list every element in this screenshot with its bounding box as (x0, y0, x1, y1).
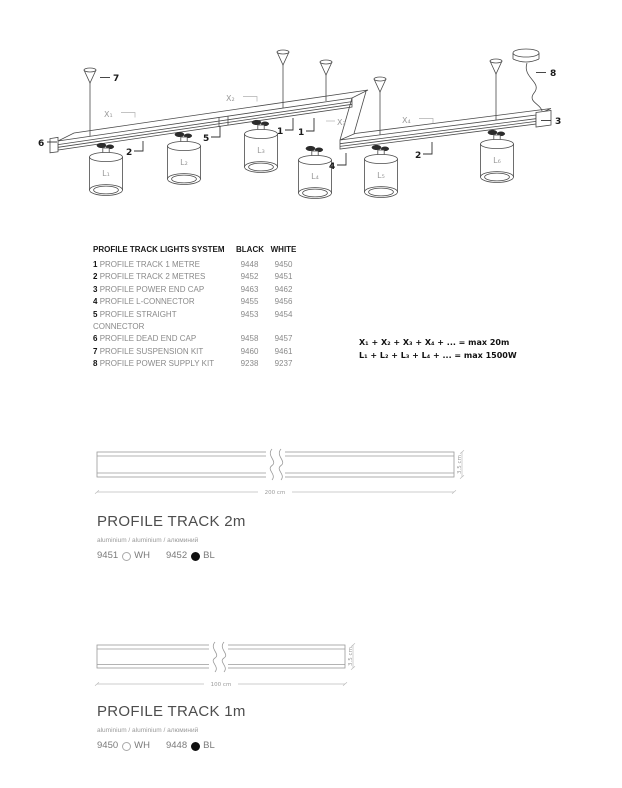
white-code: 9456 (274, 297, 293, 307)
black-code: 9455 (240, 297, 259, 307)
spotlight-l3 (245, 120, 278, 172)
black-code: 9458 (240, 334, 259, 344)
row-number: 8 (93, 359, 98, 369)
part-label-2: 2 (126, 148, 133, 158)
part-label-2: 2 (415, 151, 422, 161)
row-number: 4 (93, 297, 98, 307)
column-black: BLACK (236, 245, 264, 254)
spotlight-l2 (168, 132, 201, 184)
materials-line: aluminium / aluminium / алюминий (97, 537, 199, 544)
product-name: PROFILE L-CONNECTOR (99, 297, 195, 307)
black-code: 9448 (240, 260, 259, 269)
white-color-swatch (122, 742, 131, 751)
part-label-5: 5 (203, 134, 210, 144)
materials-line: aluminium / aluminium / алюминий (97, 727, 199, 734)
table-title: PROFILE TRACK LIGHTS SYSTEM (93, 245, 225, 254)
row-number: 1 (93, 260, 98, 269)
row-number: 2 (93, 272, 98, 282)
track-segment-1 (58, 90, 368, 150)
black-color-swatch (191, 742, 200, 751)
table-row (93, 333, 299, 345)
light-label: L₂ (180, 158, 188, 167)
table-row (93, 259, 299, 271)
suspension-kit-icon (374, 77, 386, 135)
spotlight-l6 (481, 130, 514, 182)
suspension-kit-icon (84, 68, 96, 136)
light-label: L₁ (102, 169, 110, 178)
part-label-7: 7 (113, 74, 120, 84)
part-label-4: 4 (329, 162, 336, 172)
product-name: PROFILE DEAD END CAP (99, 334, 197, 344)
max-length-formula: X₁ + X₂ + X₃ + X₄ + ... = max 20m (359, 338, 510, 347)
part-label-8: 8 (550, 69, 557, 79)
black-abbr: BL (203, 550, 215, 561)
dead-end-cap (50, 137, 58, 152)
white-abbr: WH (134, 740, 150, 751)
black-code: 9463 (240, 284, 259, 294)
black-code: 9460 (240, 346, 259, 356)
color-variants (97, 741, 357, 751)
white-code: 9237 (274, 359, 293, 369)
white-color-swatch (122, 552, 131, 561)
white-code: 9461 (274, 346, 293, 356)
section-label-x4: X₄ (402, 116, 411, 125)
table-row (93, 346, 299, 358)
power-end-cap (536, 111, 551, 128)
table-row (93, 309, 299, 334)
black-variant-code: 9448 (165, 740, 188, 751)
products-table (93, 245, 299, 371)
white-code: 9451 (274, 272, 293, 282)
system-diagram (0, 40, 622, 212)
part-label-6: 6 (38, 139, 45, 149)
white-code: 9462 (274, 284, 293, 294)
white-code: 9450 (274, 260, 293, 269)
light-label: L₄ (311, 172, 319, 181)
table-row (93, 271, 299, 283)
part-label-3: 3 (555, 117, 562, 127)
white-variant-code: 9451 (97, 550, 119, 561)
section-label-x2: X₂ (226, 94, 235, 103)
suspension-kit-icon (320, 60, 332, 101)
black-code: 9238 (240, 359, 259, 369)
row-number: 5 (93, 309, 98, 319)
column-white: WHITE (270, 245, 297, 254)
part-label-1: 1 (298, 128, 305, 138)
product-section-2m (97, 514, 357, 561)
system-limits (359, 337, 517, 362)
part-label-1: 1 (277, 127, 284, 137)
suspension-kit-icon (277, 50, 289, 108)
color-variants (97, 551, 357, 561)
product-name: PROFILE SUSPENSION KIT (99, 346, 204, 356)
section-label-x1: X₁ (104, 110, 113, 119)
black-color-swatch (191, 552, 200, 561)
product-name: PROFILE TRACK 1 METRE (99, 260, 201, 269)
row-number: 3 (93, 284, 98, 294)
light-label: L₃ (257, 146, 265, 155)
table-header (93, 245, 299, 254)
light-label: L₆ (493, 156, 501, 165)
product-name: PROFILE STRAIGHT CONNECTOR (93, 309, 177, 332)
track-1m-drawing (85, 637, 385, 691)
black-code: 9453 (240, 309, 259, 319)
height-dimension: 3.5 cm (348, 647, 354, 666)
max-power-formula: L₁ + L₂ + L₃ + L₄ + ... = max 1500W (359, 350, 517, 360)
light-label: L₅ (377, 171, 385, 180)
black-variant-code: 9452 (165, 550, 188, 561)
row-number: 6 (93, 334, 98, 344)
product-title: PROFILE TRACK 2m (97, 513, 246, 530)
length-dimension: 100 cm (210, 682, 232, 688)
table-row (93, 358, 299, 370)
length-dimension: 200 cm (264, 490, 286, 496)
height-dimension: 3.5 cm (457, 455, 463, 474)
product-section-1m (97, 704, 357, 751)
section-label-x3: X₃ (337, 118, 346, 127)
track-2m-drawing (85, 444, 485, 498)
track-segment-2 (340, 109, 551, 150)
white-variant-code: 9450 (97, 740, 119, 751)
spotlight-l4 (299, 146, 332, 198)
white-code: 9457 (274, 334, 293, 344)
row-number: 7 (93, 346, 98, 356)
table-row (93, 296, 299, 308)
power-supply-kit (513, 49, 542, 111)
white-abbr: WH (134, 550, 150, 561)
product-name: PROFILE TRACK 2 METRES (99, 272, 206, 282)
spotlight-l5 (365, 145, 398, 197)
spotlight-l1 (90, 143, 123, 195)
black-code: 9452 (240, 272, 259, 282)
product-name: PROFILE POWER END CAP (99, 284, 205, 294)
product-title: PROFILE TRACK 1m (97, 703, 246, 720)
suspension-kit-icon (490, 59, 502, 120)
black-abbr: BL (203, 740, 215, 751)
product-name: PROFILE POWER SUPPLY KIT (99, 359, 215, 369)
table-row (93, 284, 299, 296)
white-code: 9454 (274, 309, 293, 319)
